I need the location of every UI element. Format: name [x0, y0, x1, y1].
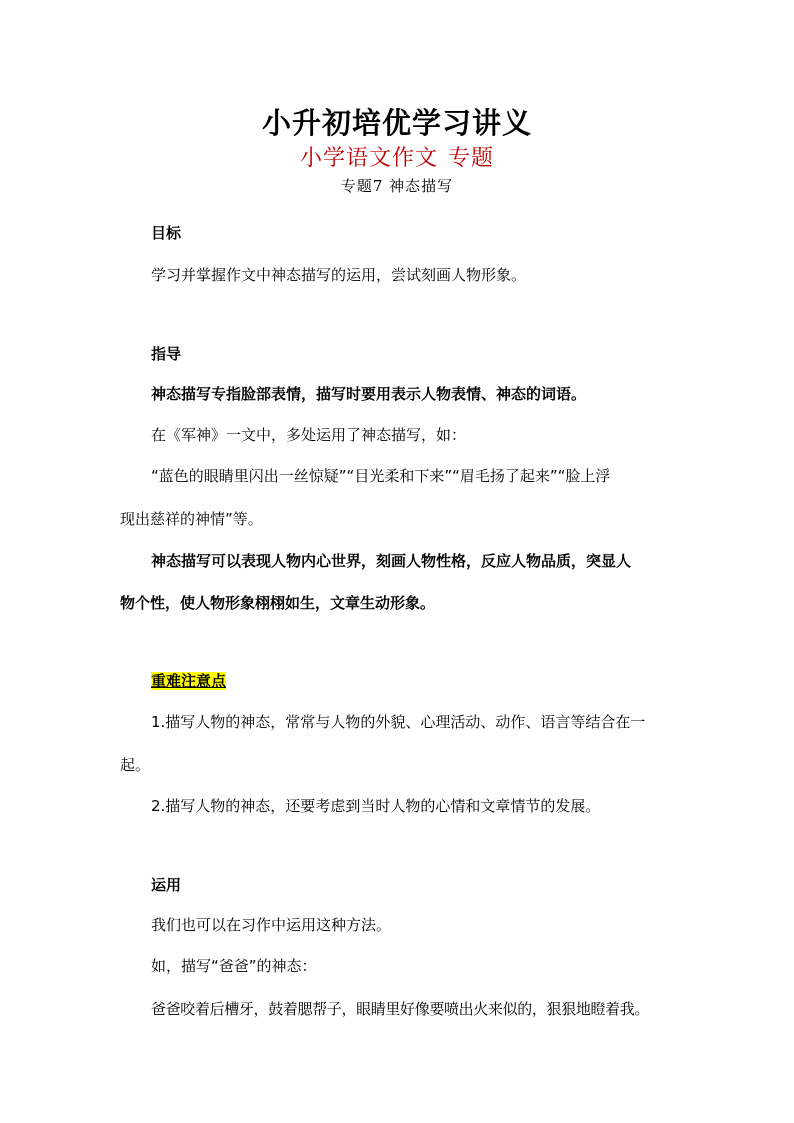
goal-heading: 目标 [151, 224, 182, 242]
application-heading: 运用 [151, 876, 182, 894]
subtitle-part2: 专题 [448, 146, 495, 171]
guide-definition: 神态描写专指脸部表情，描写时要用表示人物表情、神态的词语。 [151, 385, 587, 403]
subtitle-part1: 小学语文作文 [299, 146, 438, 171]
goal-text: 学习并掌握作文中神态描写的运用，尝试刻画人物形象。 [151, 266, 527, 284]
guide-examples-line2: 现出慈祥的神情”等。 [120, 510, 263, 528]
application-example-text: 爸爸咬着后槽牙，鼓着腮帮子，眼睛里好像要喷出火来似的，狠狠地瞪着我。 [151, 1000, 650, 1018]
application-example-intro: 如，描写“爸爸”的神态： [151, 957, 317, 975]
key-point-1-line1: 1.描写人物的神态，常常与人物的外貌、心理活动、动作、语言等结合在一 [151, 713, 646, 731]
guide-example-intro: 在《军神》一文中，多处运用了神态描写，如： [151, 426, 467, 444]
guide-purpose-line1: 神态描写可以表现人物内心世界，刻画人物性格，反应人物品质，突显人 [151, 552, 632, 570]
key-point-1-line2: 起。 [120, 756, 151, 774]
guide-heading: 指导 [151, 345, 182, 363]
guide-examples-line1: “蓝色的眼睛里闪出一丝惊疑”“目光柔和下来”“眉毛扬了起来”“脸上浮 [151, 467, 611, 485]
key-points-heading-text: 重难注意点 [151, 672, 227, 690]
key-point-2: 2.描写人物的神态，还要考虑到当时人物的心情和文章情节的发展。 [151, 797, 601, 815]
guide-purpose-line2: 物个性，使人物形象栩栩如生，文章生动形象。 [120, 594, 436, 612]
application-intro: 我们也可以在习作中运用这种方法。 [151, 916, 392, 934]
document-title: 小升初培优学习讲义 [261, 106, 532, 140]
key-points-heading [151, 670, 676, 692]
topic-label: 专题7 神态描写 [340, 177, 454, 195]
document-subtitle [0, 144, 794, 174]
